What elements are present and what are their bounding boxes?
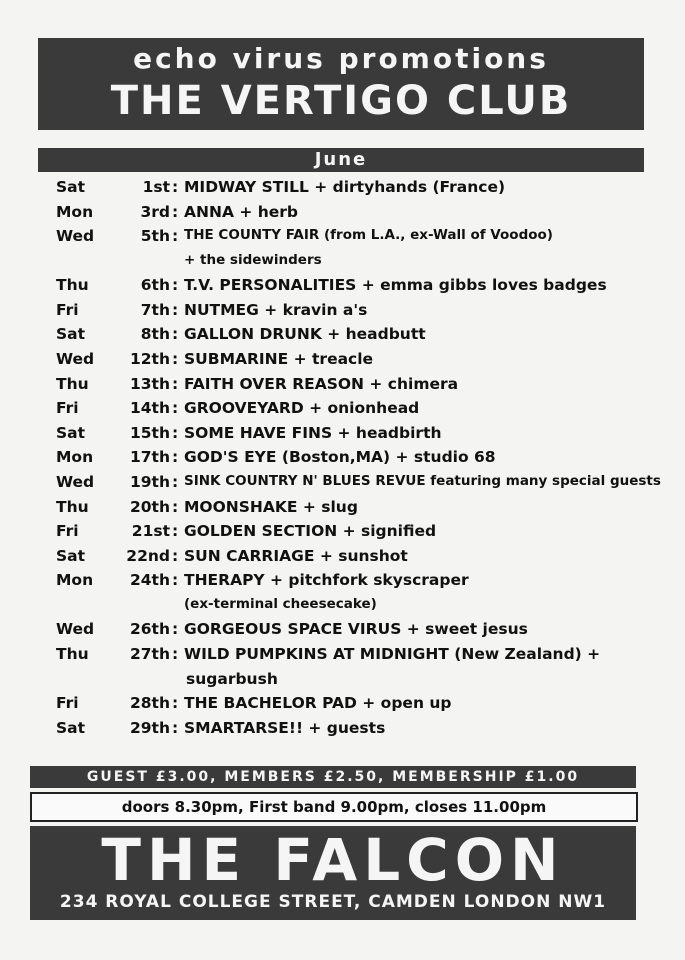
listing-day: Thu [56,497,89,516]
venue-name: THE FALCON [101,826,565,894]
listing-bands: GORGEOUS SPACE VIRUS + sweet jesus [184,620,528,639]
listing-row [0,471,685,496]
listing-date: 8th [140,325,170,344]
listing-day: Sat [56,325,86,344]
listing-bands-continued: sugarbush [186,669,278,688]
listing-day: Fri [56,399,79,418]
listing-bands: SUN CARRIAGE + sunshot [184,546,408,565]
listing-day: Sat [56,178,86,196]
listing-day: Thu [56,374,89,393]
listing-day: Mon [56,202,94,221]
listing-day: Thu [56,276,89,295]
listing-day: Fri [56,693,79,712]
listing-separator: : [172,276,179,295]
listing-separator: : [172,399,179,418]
listing-separator: : [172,497,179,516]
listing-bands: T.V. PERSONALITIES + emma gibbs loves badges [184,276,607,295]
listing-row [0,422,685,447]
listing-row [0,569,685,618]
listing-row [0,520,685,545]
listing-date: 1st [142,178,170,196]
listing-separator: : [172,472,179,491]
listing-day: Wed [56,227,95,246]
listing-date: 14th [129,399,170,418]
listing-row [0,348,685,373]
listing-separator: : [172,227,179,246]
listing-bands: SUBMARINE + treacle [184,349,374,368]
listing-separator: : [172,325,179,344]
listing-date: 29th [129,718,170,737]
listing-bands: GALLON DRUNK + headbutt [184,325,426,344]
listing-date: 20th [129,497,170,516]
listing-bands: THE BACHELOR PAD + open up [184,693,452,712]
listing-bands: SOME HAVE FINS + headbirth [184,423,442,442]
listing-date: 24th [129,571,170,590]
listing-bands: SMARTARSE!! + guests [184,718,386,737]
listing-date: 13th [129,374,170,393]
listing-date: 21st [131,522,170,541]
venue-banner [30,826,636,920]
admission-prices: GUEST £3.00, MEMBERS £2.50, MEMBERSHIP £1.00 [30,766,636,788]
listing-row [0,545,685,570]
listing-separator: : [172,374,179,393]
listing-day: Wed [56,349,95,368]
promoter-name: echo virus promotions [133,42,549,75]
listing-separator: : [172,349,179,368]
listing-bands: MIDWAY STILL + dirtyhands (France) [184,178,506,196]
listing-separator: : [172,571,179,590]
listing-date: 5th [140,227,170,246]
listing-day: Sat [56,718,86,737]
listing-bands: THERAPY + pitchfork skyscraper [184,571,469,590]
listing-separator: : [172,448,179,467]
listing-day: Fri [56,522,79,541]
listing-date: 26th [129,620,170,639]
gig-listings [0,176,685,741]
listing-day: Fri [56,300,79,319]
listing-date: 12th [129,349,170,368]
listing-separator: : [172,644,179,663]
listing-day: Wed [56,620,95,639]
listing-row [0,373,685,398]
listing-row [0,299,685,324]
listing-row [0,323,685,348]
listing-row [0,176,685,201]
listing-bands: NUTMEG + kravin a's [184,300,368,319]
listing-bands: WILD PUMPKINS AT MIDNIGHT (New Zealand) + [184,644,601,663]
listing-bands: THE COUNTY FAIR (from L.A., ex-Wall of Voodoo) [184,227,553,244]
listing-date: 7th [140,300,170,319]
listing-separator: : [172,693,179,712]
listing-day: Sat [56,423,86,442]
listing-date: 15th [129,423,170,442]
listing-date: 27th [129,644,170,663]
listing-bands: SINK COUNTRY N' BLUES REVUE featuring many special guests [184,472,661,489]
listing-separator: : [172,202,179,221]
listing-date: 6th [140,276,170,295]
listing-row [0,643,685,692]
listing-bands-continued: (ex-terminal cheesecake) [184,596,377,613]
listing-bands-continued: + the sidewinders [184,252,322,269]
listing-date: 28th [129,693,170,712]
listing-row [0,225,685,274]
listing-day: Mon [56,571,94,590]
listing-row [0,496,685,521]
listing-separator: : [172,718,179,737]
listing-row [0,274,685,299]
listing-bands: GROOVEYARD + onionhead [184,399,420,418]
listing-day: Mon [56,448,94,467]
listing-separator: : [172,620,179,639]
listing-separator: : [172,300,179,319]
listing-separator: : [172,423,179,442]
listing-bands: GOLDEN SECTION + signified [184,522,437,541]
month-heading: June [38,148,644,172]
listing-date: 22nd [126,546,170,565]
listing-day: Thu [56,644,89,663]
listing-day: Sat [56,546,86,565]
listing-row [0,717,685,742]
listing-bands: MOONSHAKE + slug [184,497,358,516]
venue-address: 234 ROYAL COLLEGE STREET, CAMDEN LONDON NW1 [59,892,607,912]
listing-bands: FAITH OVER REASON + chimera [184,374,459,393]
listing-row [0,446,685,471]
listing-separator: : [172,178,179,196]
listing-bands: GOD'S EYE (Boston,MA) + studio 68 [184,448,496,467]
listing-row [0,692,685,717]
listing-separator: : [172,546,179,565]
listing-bands: ANNA + herb [184,202,299,221]
header-banner [38,38,644,130]
listing-date: 3rd [140,202,170,221]
listing-day: Wed [56,472,95,491]
listing-row [0,618,685,643]
listing-date: 17th [129,448,170,467]
club-name: THE VERTIGO CLUB [110,78,572,124]
listing-row [0,397,685,422]
opening-times: doors 8.30pm, First band 9.00pm, closes 11.00pm [30,792,638,822]
listing-separator: : [172,522,179,541]
listing-date: 19th [129,472,170,491]
listing-row [0,201,685,226]
